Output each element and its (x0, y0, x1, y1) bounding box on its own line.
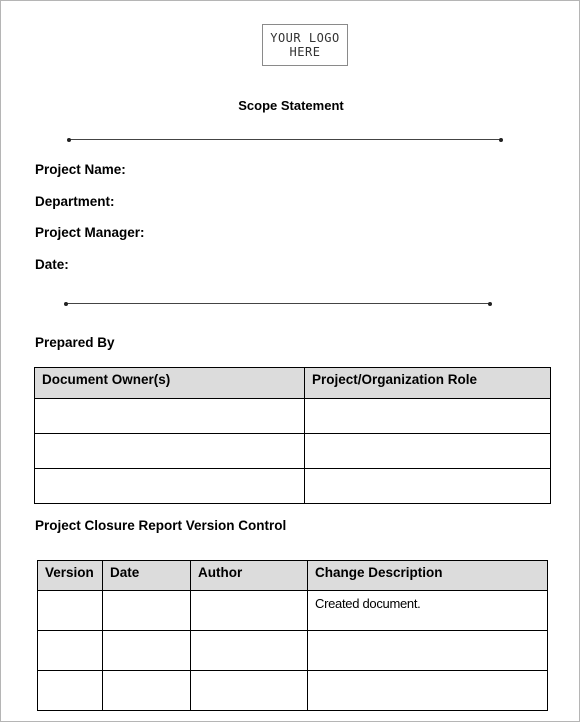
field-date: Date: (35, 257, 69, 272)
table-cell[interactable]: Created document. (308, 591, 548, 631)
column-header: Document Owner(s) (35, 368, 305, 399)
table-row (35, 399, 551, 434)
table-cell[interactable] (191, 591, 308, 631)
field-department: Department: (35, 194, 115, 209)
logo-placeholder (262, 24, 348, 66)
prepared-by-table (34, 367, 551, 504)
column-header: Version (38, 561, 103, 591)
version-control-table (37, 560, 548, 711)
field-project-name: Project Name: (35, 162, 126, 177)
table-cell[interactable] (305, 469, 551, 504)
table-cell[interactable] (305, 399, 551, 434)
table-cell[interactable] (35, 434, 305, 469)
table-cell[interactable] (38, 671, 103, 711)
table-cell[interactable] (308, 671, 548, 711)
table-row (35, 469, 551, 504)
table-cell[interactable] (35, 469, 305, 504)
prepared-by-heading: Prepared By (35, 335, 115, 350)
table-header-row (38, 561, 548, 591)
table-cell[interactable] (103, 591, 191, 631)
table-cell[interactable] (191, 671, 308, 711)
column-header: Date (103, 561, 191, 591)
table-row (38, 631, 548, 671)
document-title: Scope Statement (238, 98, 344, 113)
table-cell[interactable] (191, 631, 308, 671)
version-control-heading: Project Closure Report Version Control (35, 518, 287, 533)
table-cell[interactable] (103, 631, 191, 671)
table-cell[interactable] (38, 591, 103, 631)
table-cell[interactable] (308, 631, 548, 671)
table-row (38, 671, 548, 711)
table-row (35, 434, 551, 469)
logo-text-line2: HERE (289, 45, 321, 59)
field-project-manager: Project Manager: (35, 225, 145, 240)
divider-line (66, 303, 490, 304)
column-header: Author (191, 561, 308, 591)
table-header-row (35, 368, 551, 399)
column-header: Project/Organization Role (305, 368, 551, 399)
divider-line (69, 139, 501, 140)
table-cell[interactable] (38, 631, 103, 671)
column-header: Change Description (308, 561, 548, 591)
table-row (38, 591, 548, 631)
table-cell[interactable] (35, 399, 305, 434)
table-cell[interactable] (305, 434, 551, 469)
logo-text-line1: YOUR LOGO (270, 31, 340, 45)
table-cell[interactable] (103, 671, 191, 711)
